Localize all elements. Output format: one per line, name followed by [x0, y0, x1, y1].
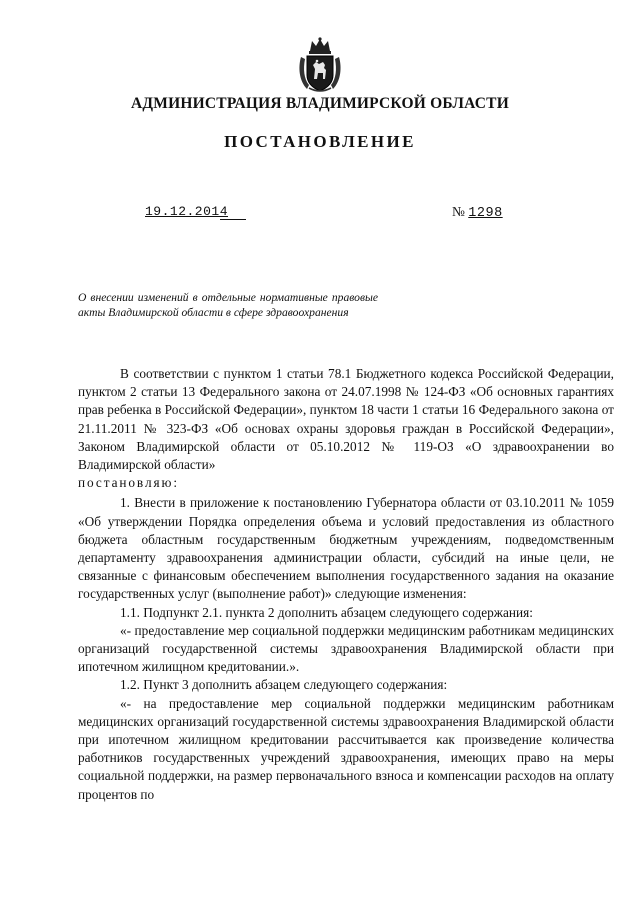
preamble-paragraph: В соответствии с пунктом 1 статьи 78.1 Бюджетного кодекса Российской Федерации, пунктом 2 статьи 13 Федерального закона от 24.07.1998 № 124-ФЗ «Об основных гарантиях прав ребенка в Российской Федерации», пунктом 18 части 1 статьи 16 Федерального закона от 21.11.2011 № 323-ФЗ «Об основах охраны здоровья граждан в Российской Федерации», Законом Владимирской области от 05.10.2012 № 119-ОЗ «О здравоохранении во Владимирской области»	[78, 366, 614, 473]
number-value: 1298	[468, 206, 503, 221]
item-1-1-text: «- предоставление мер социальной поддержки медицинским работникам медицинских организаций государственной системы здравоохранения Владимирской области при ипотечном жилищном кредитовании.».	[78, 622, 614, 675]
item-1-2-text: «- на предоставление мер социальной поддержки медицинским работникам медицинских организаций государственной системы здравоохранения Владимирской области при ипотечном жилищном кредитовании рассчитывается как произведение количества работников государственных учреждений здравоохранения, имеющих право на меры социальной поддержки, на размер первоначального взноса и компенсации расходов на оплату процентов по	[78, 695, 614, 802]
document-date: 19.12.2014	[145, 204, 229, 219]
date-underline	[220, 219, 246, 220]
number-prefix: №	[452, 204, 465, 219]
coat-of-arms-icon	[297, 37, 343, 93]
document-subject: О внесении изменений в отдельные нормативные правовые акты Владимирской области в сфере здравоохранения	[78, 291, 378, 319]
document-body	[78, 365, 614, 804]
item-1-2-paragraph: 1.2. Пункт 3 дополнить абзацем следующего содержания:	[120, 677, 448, 693]
item-1-1-paragraph: 1.1. Подпункт 2.1. пункта 2 дополнить абзацем следующего содержания:	[120, 604, 533, 620]
item-1-paragraph: 1. Внести в приложение к постановлению Губернатора области от 03.10.2011 № 1059 «Об утверждении Порядка определения объема и условий предоставления из областного бюджета областным государственным бюджетным учреждениям, подведомственным департаменту здравоохранения администрации области, субсидий на иные цели, не связанные с финансовым обеспечением выполнения государственного задания на оказание государственных услуг (выполнение работ)» следующие изменения:	[78, 495, 614, 602]
document-number	[452, 204, 503, 221]
resolution-word: постановляю:	[78, 475, 179, 491]
authority-name: АДМИНИСТРАЦИЯ ВЛАДИМИРСКОЙ ОБЛАСТИ	[131, 95, 509, 112]
document-type: ПОСТАНОВЛЕНИЕ	[224, 132, 416, 151]
